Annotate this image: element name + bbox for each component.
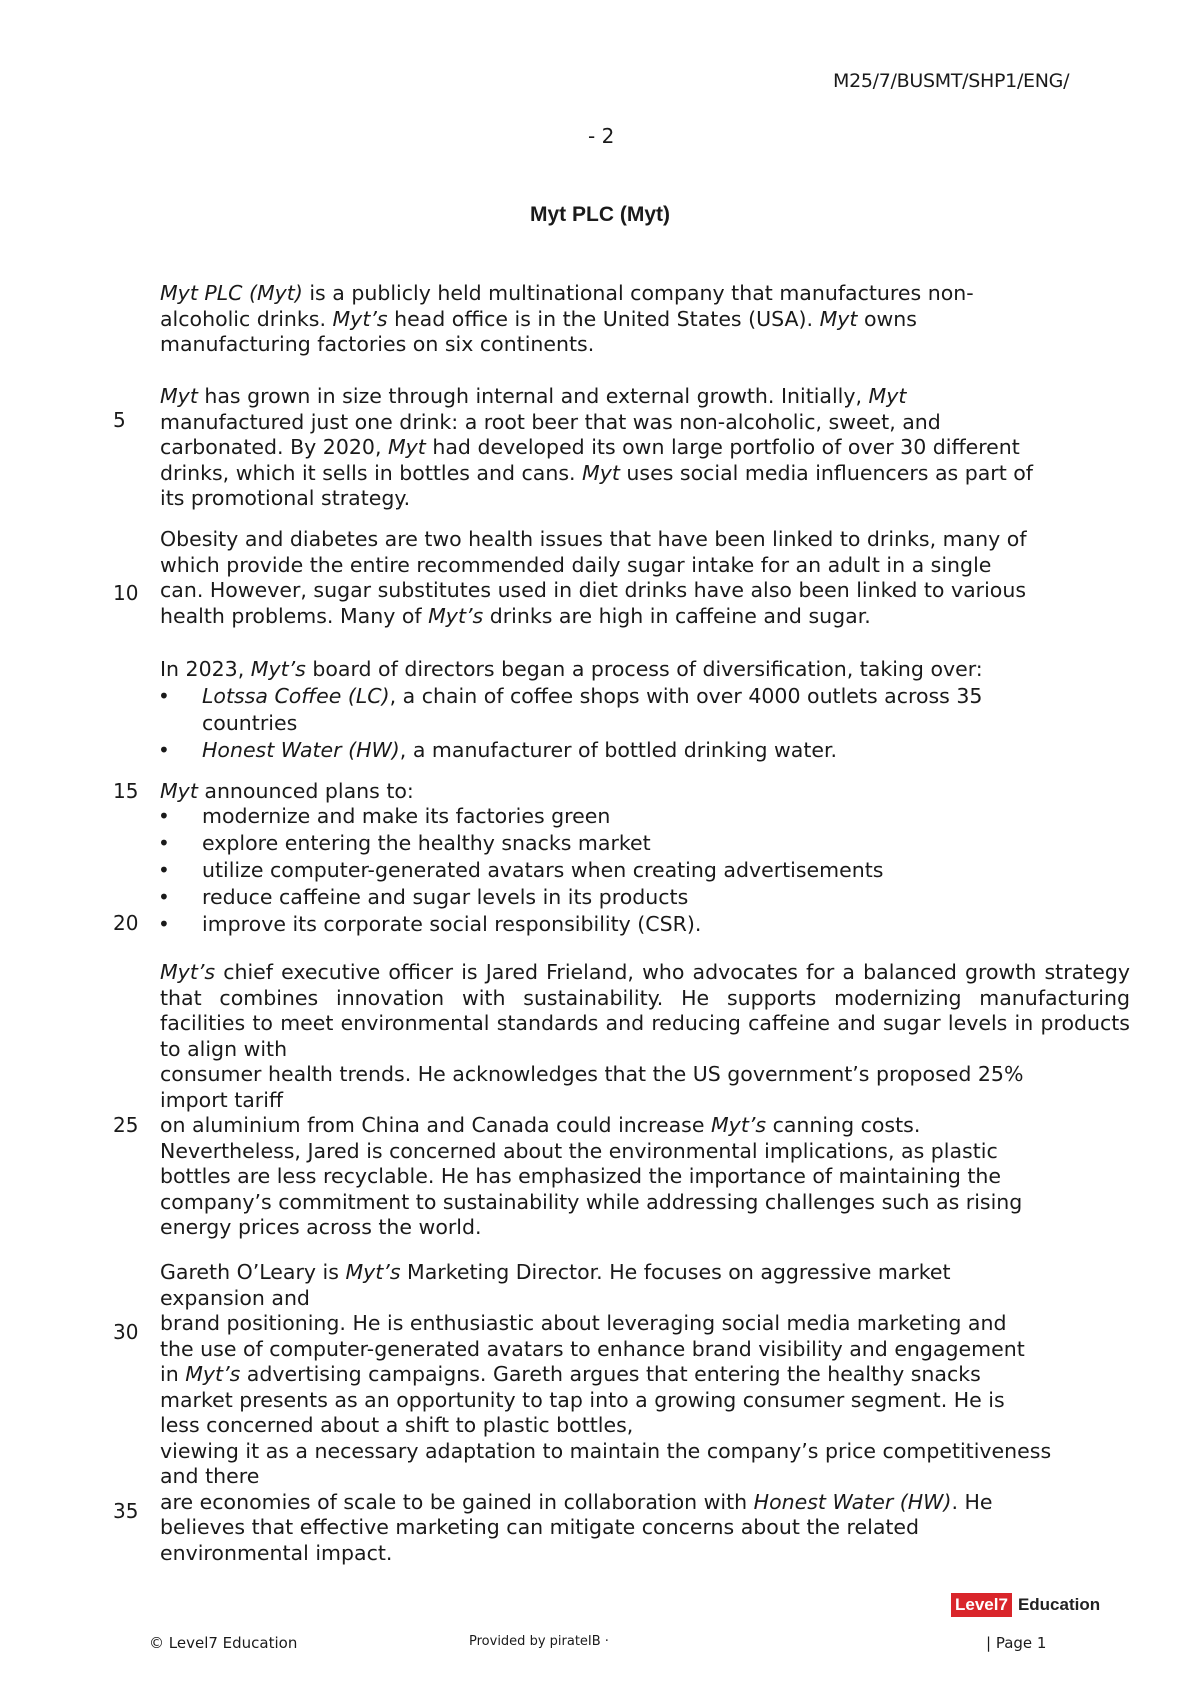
paragraph-marketing-director: Gareth O’Leary is Myt’s Marketing Director. He focuses on aggressive market expansion and brand positioning. He is enthusiastic about leveraging social media marketing and the use of computer-generated avatars to enhance brand visibility and engagement in Myt’s advertising campaigns. Gareth argues that entering the healthy snacks market presents as an opportunity to tap into a growing consumer segment. He is less concerned about a shift to plastic bottles, viewing it as a necessary adaptation to maintain the company’s price competitiveness and there are economies of scale to be gained in collaboration with Honest Water (HW). He believes that effective marketing can mitigate concerns about the related environmental impact. [160, 1260, 1052, 1565]
line-number: 30 [113, 1320, 139, 1344]
footer-provider: Provided by pirateIB · [469, 1634, 609, 1649]
line-number: 25 [113, 1113, 139, 1137]
case-study-title: Myt PLC (Myt) [530, 203, 670, 226]
list-item: • modernize and make its factories green [158, 803, 1058, 830]
line-number: 10 [113, 581, 139, 605]
paragraph-ceo: Myt’s chief executive officer is Jared Frieland, who advocates for a balanced growth strategy that combines innovation with sustainability. He supports modernizing manufacturing facilities to meet environmental standards and reducing caffeine and sugar levels in products to align with [160, 960, 1130, 1061]
logo-red-box: Level7 [951, 1593, 1012, 1617]
paragraph-ceo-continued: consumer health trends. He acknowledges that the US government’s proposed 25% import tariff on aluminium from China and Canada could increase Myt’s canning costs. Nevertheless, Jared is concerned about the environmental implications, as plastic bottles are less recyclable. He has emphasized the importance of maintaining the company’s commitment to sustainability while addressing challenges such as rising energy prices across the world. [160, 1062, 1024, 1239]
line-number: 15 [113, 779, 139, 803]
list-item: • Lotssa Coffee (LC), a chain of coffee shops with over 4000 outlets across 35 countries [158, 683, 1058, 737]
logo-text: Education [1017, 1595, 1101, 1614]
level7-logo [951, 1593, 1100, 1617]
list-item: • reduce caffeine and sugar levels in its products [158, 884, 1058, 911]
footer-copyright: © Level7 Education [149, 1634, 298, 1652]
paragraph-health: Obesity and diabetes are two health issues that have been linked to drinks, many of which provide the entire recommended daily sugar intake for an adult in a single can. However, sugar substitutes used in diet drinks have also been linked to various health problems. Many of Myt’s drinks are high in caffeine and sugar. [160, 527, 1027, 628]
list-item: • explore entering the healthy snacks market [158, 830, 1058, 857]
line-number: 20 [113, 911, 139, 935]
page-marker: - 2 [588, 124, 615, 148]
list-item: • utilize computer-generated avatars when creating advertisements [158, 857, 1058, 884]
paragraph-growth: Myt has grown in size through internal and external growth. Initially, Myt manufactured just one drink: a root beer that was non-alcoholic, sweet, and carbonated. By 2020, Myt had developed its own large portfolio of over 30 different drinks, which it sells in bottles and cans. Myt uses social media influencers as part of its promotional strategy. [160, 384, 1034, 510]
paragraph-diversification: In 2023, Myt’s board of directors began a process of diversification, taking over: [160, 657, 983, 681]
plans-list [158, 803, 1058, 938]
paragraph-plans: Myt announced plans to: [160, 779, 414, 803]
line-number: 35 [113, 1499, 139, 1523]
paragraph-intro: Myt PLC (Myt) is a publicly held multinational company that manufactures non- alcoholic drinks. Myt’s head office is in the United States (USA). Myt owns manufacturing factories on six continents. [160, 281, 974, 356]
paper-code: M25/7/BUSMT/SHP1/ENG/ [833, 70, 1070, 92]
takeover-list [158, 683, 1058, 764]
list-item: • Honest Water (HW), a manufacturer of bottled drinking water. [158, 737, 1058, 764]
list-item: • improve its corporate social responsibility (CSR). [158, 911, 1058, 938]
footer-page-number: | Page 1 [986, 1634, 1047, 1652]
line-number: 5 [113, 408, 126, 432]
